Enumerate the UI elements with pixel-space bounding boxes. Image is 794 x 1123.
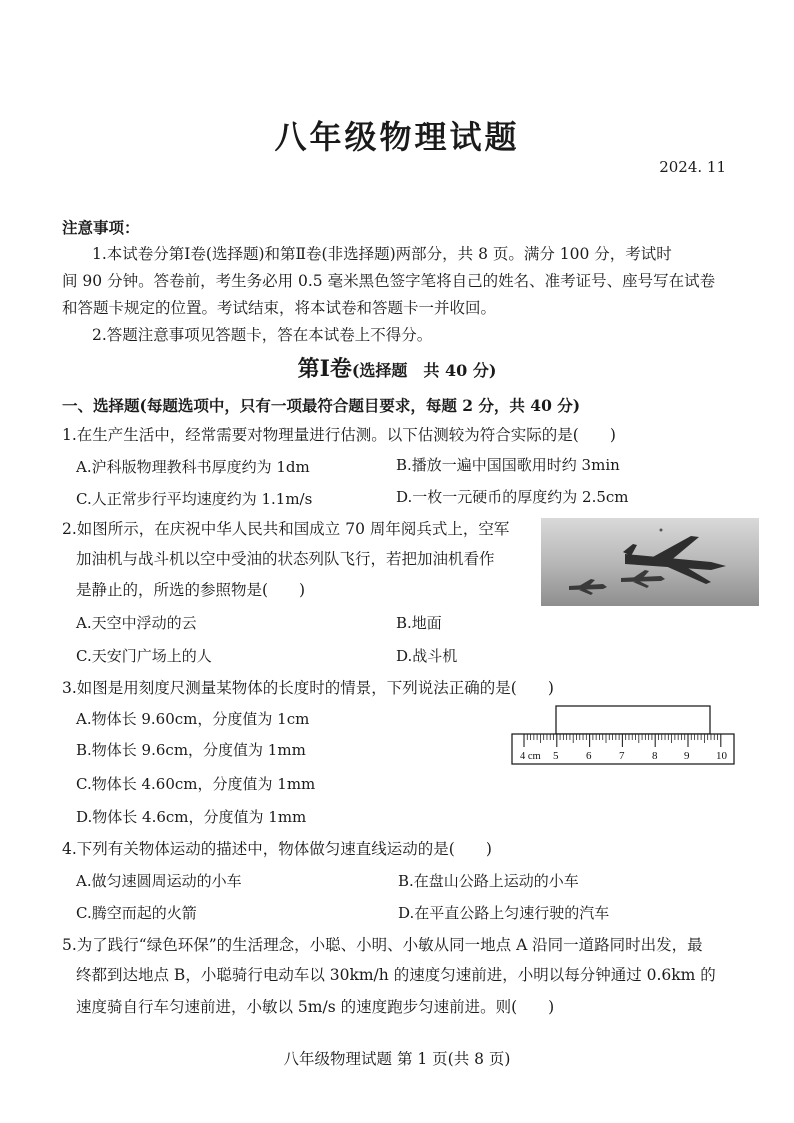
ruler-svg — [510, 704, 738, 766]
part-heading: 一、选择题(每题选项中，只有一项最符合题目要求，每题 2 分，共 40 分) — [62, 396, 581, 415]
notice-heading: 注意事项： — [62, 218, 140, 237]
section-heading — [0, 352, 794, 383]
ruler-label-7: 7 — [619, 750, 625, 762]
aircraft-illustration — [541, 518, 759, 606]
notice-line-4: 2.答题注意事项见答题卡，答在本试卷上不得分。 — [92, 326, 433, 344]
measured-object — [556, 706, 710, 734]
question-2-option-a: A.天空中浮动的云 — [76, 614, 197, 632]
ruler-unit-label: 4 cm — [520, 751, 541, 762]
section-sub: (选择题 共 40 分) — [351, 361, 497, 380]
question-5-stem-line-1: 5.为了践行“绿色环保”的生活理念，小聪、小明、小敏从同一地点 A 沿同一道路同时出发，最 — [62, 936, 703, 954]
question-3-option-b: B.物体长 9.6cm，分度值为 1mm — [76, 741, 306, 759]
question-2-stem-line-2: 加油机与战斗机以空中受油的状态列队飞行，若把加油机看作 — [76, 550, 495, 568]
exam-date: 2024. 11 — [659, 158, 726, 176]
question-4-option-c: C.腾空而起的火箭 — [76, 904, 197, 922]
question-1-option-c: C.人正常步行平均速度约为 1.1m/s — [76, 490, 313, 508]
question-2-stem-line-1: 2.如图所示，在庆祝中华人民共和国成立 70 周年阅兵式上，空军 — [62, 520, 510, 538]
question-1-option-d: D.一枚一元硬币的厚度约为 2.5cm — [396, 488, 629, 506]
question-3-option-c: C.物体长 4.60cm，分度值为 1mm — [76, 775, 316, 793]
page-title: 八年级物理试题 — [274, 118, 520, 156]
notice-line-3: 和答题卡规定的位置。考试结束，将本试卷和答题卡一并收回。 — [62, 299, 497, 317]
ruler-label-10: 10 — [716, 750, 727, 762]
question-1-stem: 1.在生产生活中，经常需要对物理量进行估测。以下估测较为符合实际的是( ) — [62, 426, 616, 444]
question-3-option-d: D.物体长 4.6cm，分度值为 1mm — [76, 808, 307, 826]
ruler-label-9: 9 — [684, 750, 690, 762]
aircraft-refueling-photo — [541, 518, 759, 606]
question-2-option-b: B.地面 — [396, 614, 442, 632]
question-3-option-a: A.物体长 9.60cm，分度值为 1cm — [76, 710, 310, 728]
question-4-option-a: A.做匀速圆周运动的小车 — [76, 872, 242, 890]
page-footer: 八年级物理试题 第 1 页(共 8 页) — [283, 1050, 511, 1068]
ruler-label-8: 8 — [652, 750, 658, 762]
question-2-stem-line-3: 是静止的，所选的参照物是( ) — [76, 581, 306, 599]
question-2-option-d: D.战斗机 — [396, 647, 458, 665]
notice-line-2: 间 90 分钟。答卷前，考生务必用 0.5 毫米黑色签字笔将自己的姓名、准考证号、座号写在试卷 — [62, 272, 716, 290]
ruler-label-6: 6 — [586, 750, 592, 762]
question-1-option-a: A.沪科版物理教科书厚度约为 1dm — [76, 458, 310, 476]
question-4-option-d: D.在平直公路上匀速行驶的汽车 — [398, 904, 610, 922]
ruler-label-5: 5 — [553, 750, 559, 762]
question-4-option-b: B.在盘山公路上运动的小车 — [398, 872, 579, 890]
question-2-option-c: C.天安门广场上的人 — [76, 647, 212, 665]
question-4-stem: 4.下列有关物体运动的描述中，物体做匀速直线运动的是( ) — [62, 840, 492, 858]
question-5-stem-line-2: 终都到达地点 B，小聪骑行电动车以 30km/h 的速度匀速前进，小明以每分钟通过 0.6km 的 — [76, 966, 716, 984]
question-1-option-b: B.播放一遍中国国歌用时约 3min — [396, 456, 620, 474]
section-main: 第Ⅰ卷 — [297, 356, 352, 382]
question-5-stem-line-3: 速度骑自行车匀速前进，小敏以 5m/s 的速度跑步匀速前进。则( ) — [76, 998, 555, 1016]
ruler-figure — [510, 704, 738, 766]
question-3-stem: 3.如图是用刻度尺测量某物体的长度时的情景，下列说法正确的是( ) — [62, 679, 554, 697]
notice-line-1: 1.本试卷分第Ⅰ卷(选择题)和第Ⅱ卷(非选择题)两部分，共 8 页。满分 100 分，考试时 — [92, 245, 672, 263]
